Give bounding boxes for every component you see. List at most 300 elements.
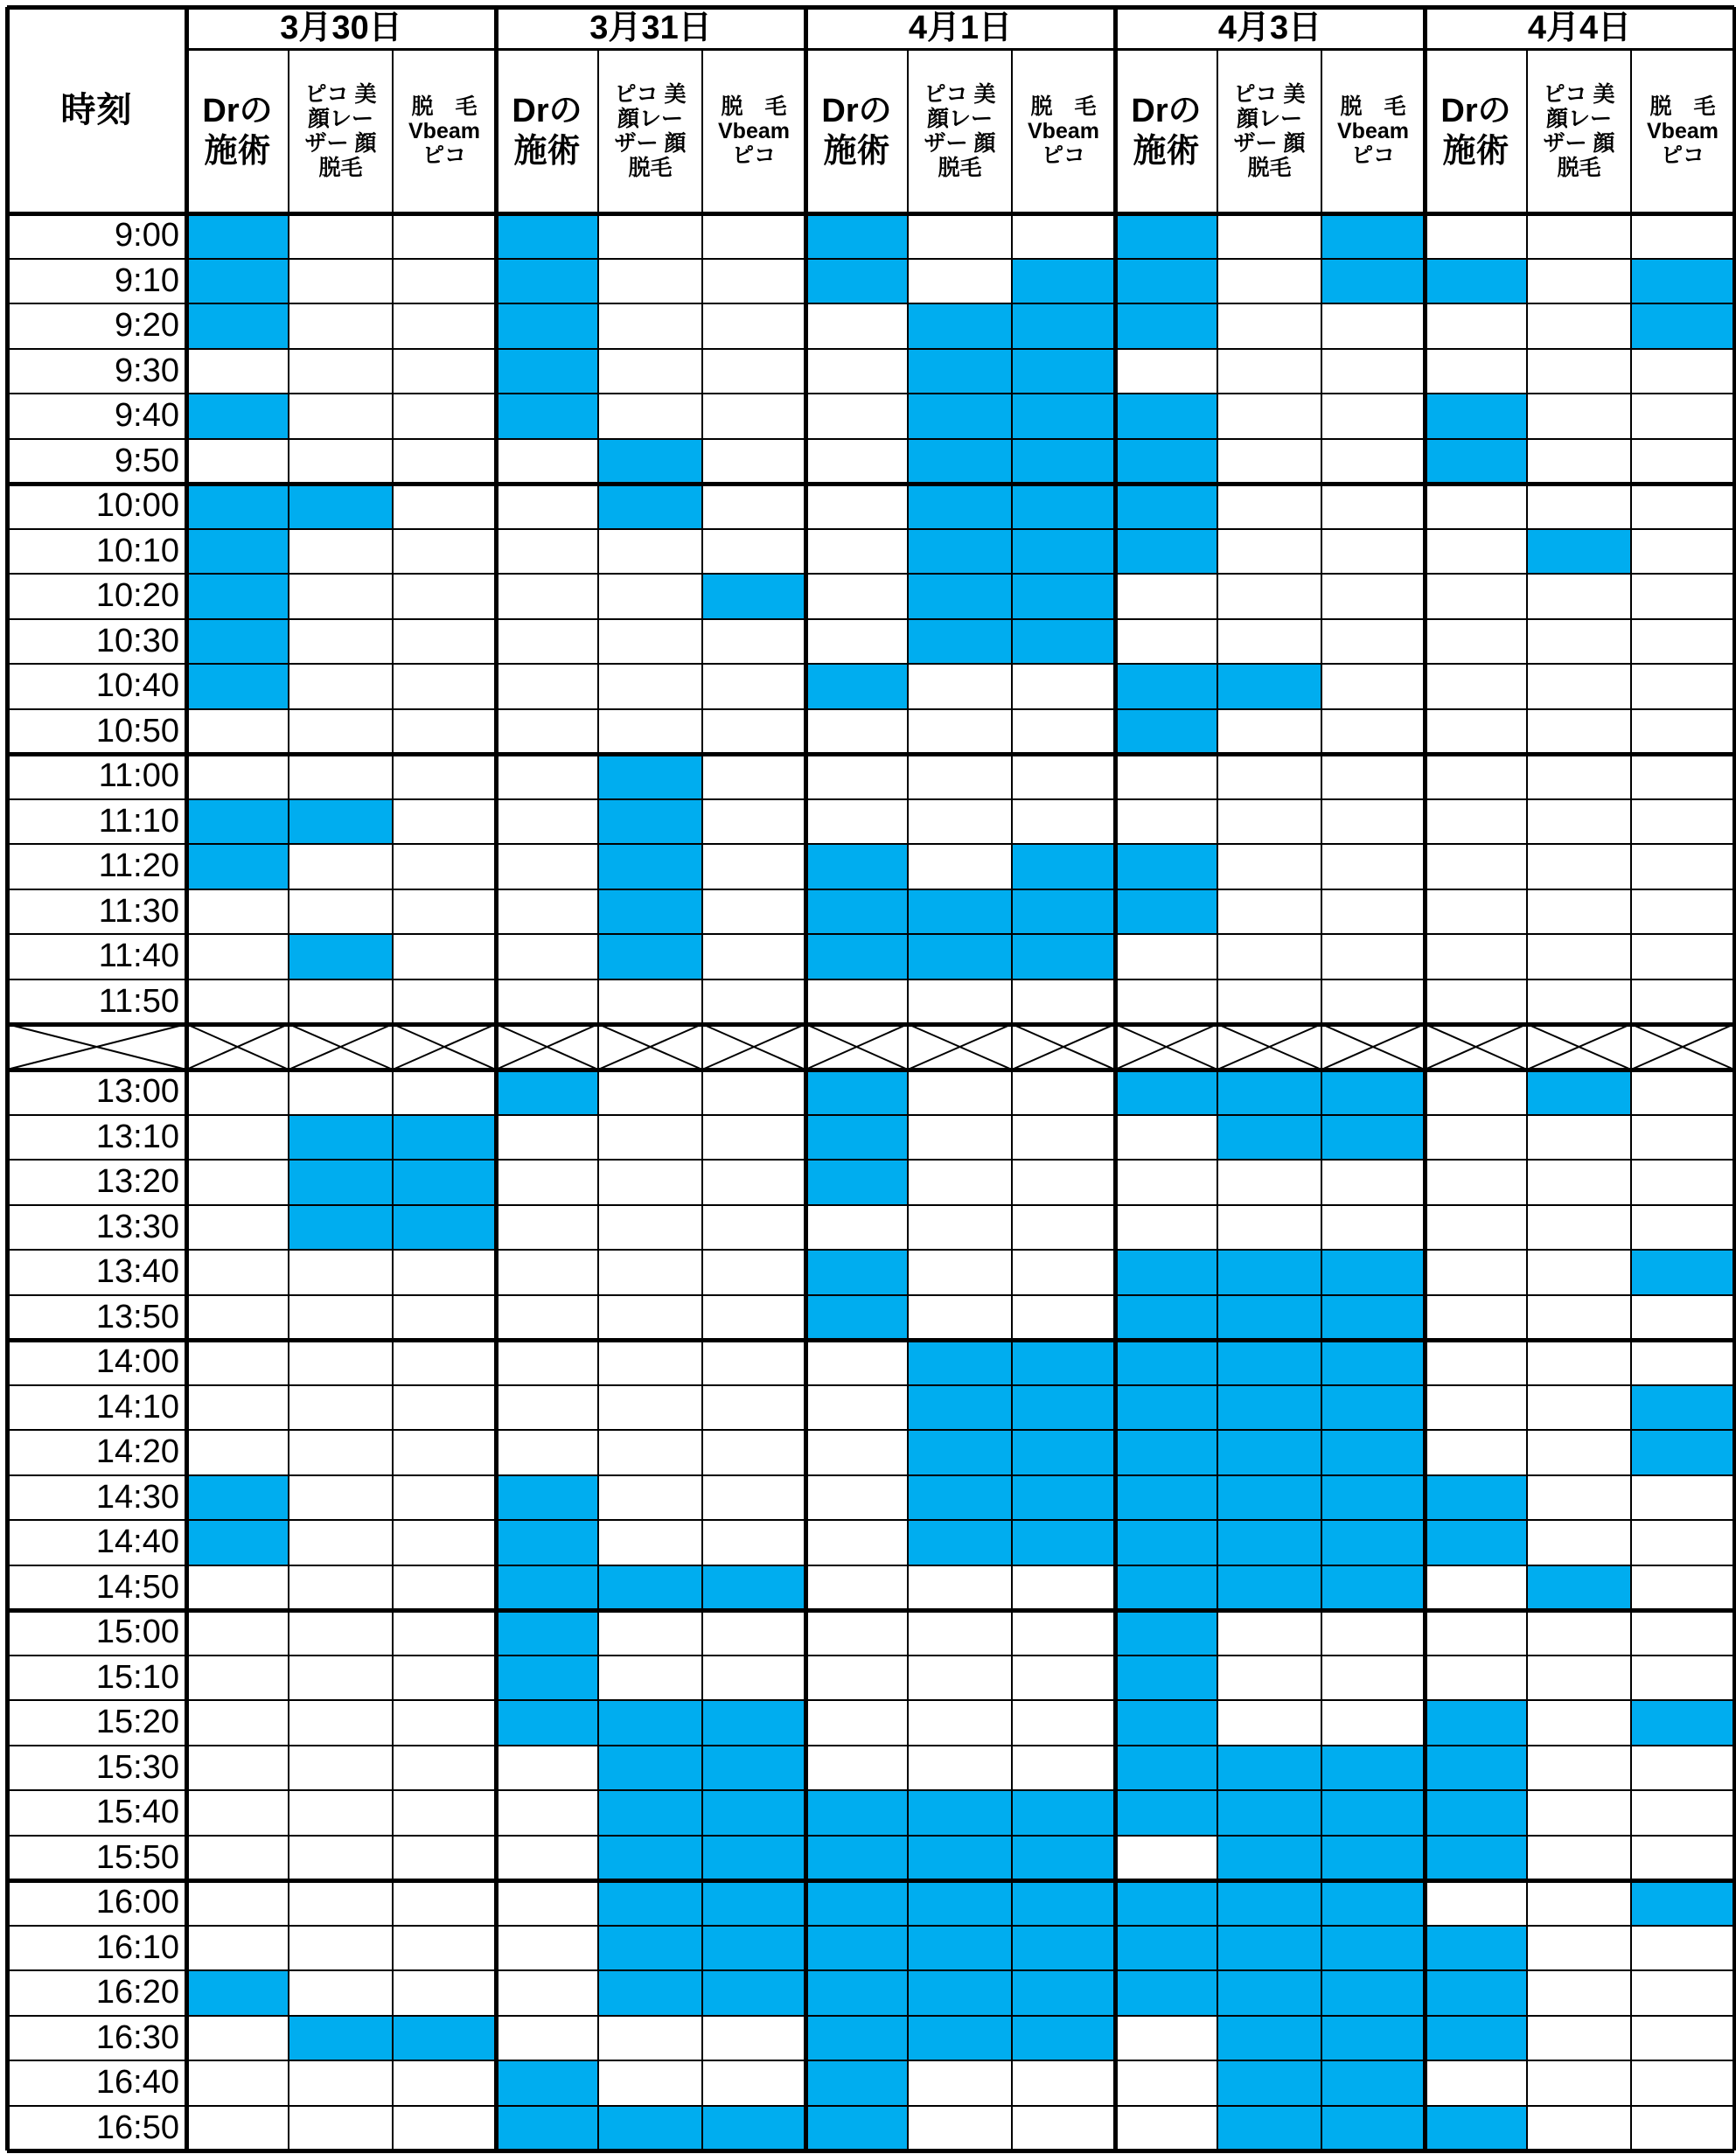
free-slot[interactable] xyxy=(1527,213,1631,259)
free-slot[interactable] xyxy=(1217,259,1321,304)
free-slot[interactable] xyxy=(1321,1656,1425,1701)
free-slot[interactable] xyxy=(908,799,1012,845)
booked-slot[interactable] xyxy=(186,484,289,529)
booked-slot[interactable] xyxy=(598,1700,702,1746)
free-slot[interactable] xyxy=(1321,664,1425,709)
free-slot[interactable] xyxy=(186,889,289,935)
free-slot[interactable] xyxy=(393,619,496,665)
booked-slot[interactable] xyxy=(1115,529,1217,575)
free-slot[interactable] xyxy=(1527,1430,1631,1475)
booked-slot[interactable] xyxy=(289,2016,393,2061)
booked-slot[interactable] xyxy=(496,259,598,304)
free-slot[interactable] xyxy=(393,1700,496,1746)
booked-slot[interactable] xyxy=(1631,1250,1734,1295)
free-slot[interactable] xyxy=(1425,844,1527,889)
free-slot[interactable] xyxy=(496,1746,598,1791)
free-slot[interactable] xyxy=(1012,1205,1115,1251)
booked-slot[interactable] xyxy=(1425,1970,1527,2016)
free-slot[interactable] xyxy=(1217,754,1321,799)
free-slot[interactable] xyxy=(1425,1115,1527,1161)
booked-slot[interactable] xyxy=(598,1565,702,1611)
booked-slot[interactable] xyxy=(598,1970,702,2016)
free-slot[interactable] xyxy=(805,484,908,529)
free-slot[interactable] xyxy=(908,1700,1012,1746)
free-slot[interactable] xyxy=(1217,844,1321,889)
free-slot[interactable] xyxy=(598,979,702,1025)
free-slot[interactable] xyxy=(1527,619,1631,665)
free-slot[interactable] xyxy=(1631,1475,1734,1521)
booked-slot[interactable] xyxy=(805,1926,908,1971)
free-slot[interactable] xyxy=(289,1475,393,1521)
free-slot[interactable] xyxy=(1012,1295,1115,1341)
free-slot[interactable] xyxy=(186,1250,289,1295)
free-slot[interactable] xyxy=(598,1070,702,1115)
free-slot[interactable] xyxy=(186,1836,289,1881)
booked-slot[interactable] xyxy=(1217,1565,1321,1611)
booked-slot[interactable] xyxy=(1012,934,1115,979)
booked-slot[interactable] xyxy=(1425,1475,1527,1521)
booked-slot[interactable] xyxy=(496,394,598,439)
free-slot[interactable] xyxy=(1115,754,1217,799)
free-slot[interactable] xyxy=(1217,574,1321,619)
free-slot[interactable] xyxy=(702,1656,805,1701)
booked-slot[interactable] xyxy=(1012,889,1115,935)
free-slot[interactable] xyxy=(393,1926,496,1971)
free-slot[interactable] xyxy=(702,889,805,935)
free-slot[interactable] xyxy=(598,1656,702,1701)
booked-slot[interactable] xyxy=(1631,303,1734,349)
free-slot[interactable] xyxy=(598,1385,702,1431)
free-slot[interactable] xyxy=(1425,303,1527,349)
free-slot[interactable] xyxy=(1425,709,1527,755)
free-slot[interactable] xyxy=(289,1926,393,1971)
free-slot[interactable] xyxy=(1321,1160,1425,1205)
free-slot[interactable] xyxy=(1425,2060,1527,2106)
booked-slot[interactable] xyxy=(1217,1836,1321,1881)
free-slot[interactable] xyxy=(598,1610,702,1656)
booked-slot[interactable] xyxy=(805,844,908,889)
free-slot[interactable] xyxy=(1631,1205,1734,1251)
free-slot[interactable] xyxy=(1425,1656,1527,1701)
free-slot[interactable] xyxy=(598,1160,702,1205)
free-slot[interactable] xyxy=(1321,844,1425,889)
free-slot[interactable] xyxy=(1012,1610,1115,1656)
booked-slot[interactable] xyxy=(289,799,393,845)
free-slot[interactable] xyxy=(1115,2060,1217,2106)
free-slot[interactable] xyxy=(805,799,908,845)
booked-slot[interactable] xyxy=(598,934,702,979)
free-slot[interactable] xyxy=(1527,1656,1631,1701)
free-slot[interactable] xyxy=(805,1746,908,1791)
free-slot[interactable] xyxy=(1527,1475,1631,1521)
free-slot[interactable] xyxy=(805,1656,908,1701)
booked-slot[interactable] xyxy=(496,1070,598,1115)
free-slot[interactable] xyxy=(1631,1610,1734,1656)
free-slot[interactable] xyxy=(289,1250,393,1295)
free-slot[interactable] xyxy=(496,1250,598,1295)
free-slot[interactable] xyxy=(289,1970,393,2016)
free-slot[interactable] xyxy=(393,1520,496,1565)
free-slot[interactable] xyxy=(289,619,393,665)
free-slot[interactable] xyxy=(1321,349,1425,394)
free-slot[interactable] xyxy=(1425,213,1527,259)
free-slot[interactable] xyxy=(598,2016,702,2061)
free-slot[interactable] xyxy=(1527,889,1631,935)
free-slot[interactable] xyxy=(289,1836,393,1881)
free-slot[interactable] xyxy=(805,574,908,619)
booked-slot[interactable] xyxy=(598,1746,702,1791)
free-slot[interactable] xyxy=(805,979,908,1025)
booked-slot[interactable] xyxy=(1425,439,1527,484)
booked-slot[interactable] xyxy=(1115,484,1217,529)
free-slot[interactable] xyxy=(1321,574,1425,619)
free-slot[interactable] xyxy=(1321,979,1425,1025)
booked-slot[interactable] xyxy=(1527,529,1631,575)
free-slot[interactable] xyxy=(1631,1746,1734,1791)
free-slot[interactable] xyxy=(1115,1205,1217,1251)
free-slot[interactable] xyxy=(702,1610,805,1656)
booked-slot[interactable] xyxy=(496,1565,598,1611)
free-slot[interactable] xyxy=(186,1115,289,1161)
free-slot[interactable] xyxy=(393,484,496,529)
booked-slot[interactable] xyxy=(289,484,393,529)
free-slot[interactable] xyxy=(393,1340,496,1385)
booked-slot[interactable] xyxy=(1115,1880,1217,1926)
free-slot[interactable] xyxy=(598,303,702,349)
free-slot[interactable] xyxy=(1425,1430,1527,1475)
free-slot[interactable] xyxy=(289,1430,393,1475)
booked-slot[interactable] xyxy=(598,1790,702,1836)
booked-slot[interactable] xyxy=(805,934,908,979)
free-slot[interactable] xyxy=(908,259,1012,304)
free-slot[interactable] xyxy=(1217,979,1321,1025)
free-slot[interactable] xyxy=(1012,2106,1115,2151)
booked-slot[interactable] xyxy=(1115,1070,1217,1115)
free-slot[interactable] xyxy=(1012,1700,1115,1746)
free-slot[interactable] xyxy=(289,349,393,394)
free-slot[interactable] xyxy=(289,1070,393,1115)
free-slot[interactable] xyxy=(1321,394,1425,439)
free-slot[interactable] xyxy=(289,529,393,575)
booked-slot[interactable] xyxy=(1115,1656,1217,1701)
booked-slot[interactable] xyxy=(908,1836,1012,1881)
free-slot[interactable] xyxy=(1321,484,1425,529)
free-slot[interactable] xyxy=(186,439,289,484)
free-slot[interactable] xyxy=(702,1340,805,1385)
free-slot[interactable] xyxy=(1631,529,1734,575)
booked-slot[interactable] xyxy=(1217,1790,1321,1836)
booked-slot[interactable] xyxy=(1012,1340,1115,1385)
free-slot[interactable] xyxy=(598,709,702,755)
free-slot[interactable] xyxy=(1217,349,1321,394)
free-slot[interactable] xyxy=(496,709,598,755)
free-slot[interactable] xyxy=(186,1565,289,1611)
free-slot[interactable] xyxy=(1527,259,1631,304)
free-slot[interactable] xyxy=(496,1295,598,1341)
free-slot[interactable] xyxy=(289,1520,393,1565)
booked-slot[interactable] xyxy=(1217,2016,1321,2061)
booked-slot[interactable] xyxy=(1115,303,1217,349)
booked-slot[interactable] xyxy=(1321,213,1425,259)
free-slot[interactable] xyxy=(1527,303,1631,349)
free-slot[interactable] xyxy=(1217,889,1321,935)
free-slot[interactable] xyxy=(1425,934,1527,979)
booked-slot[interactable] xyxy=(1115,1475,1217,1521)
free-slot[interactable] xyxy=(1425,754,1527,799)
free-slot[interactable] xyxy=(393,1610,496,1656)
booked-slot[interactable] xyxy=(908,1880,1012,1926)
booked-slot[interactable] xyxy=(1321,1746,1425,1791)
booked-slot[interactable] xyxy=(1115,1520,1217,1565)
booked-slot[interactable] xyxy=(1217,1385,1321,1431)
booked-slot[interactable] xyxy=(1115,1926,1217,1971)
free-slot[interactable] xyxy=(598,259,702,304)
free-slot[interactable] xyxy=(805,1520,908,1565)
booked-slot[interactable] xyxy=(1115,664,1217,709)
free-slot[interactable] xyxy=(186,934,289,979)
free-slot[interactable] xyxy=(805,439,908,484)
booked-slot[interactable] xyxy=(1321,2016,1425,2061)
free-slot[interactable] xyxy=(1527,1250,1631,1295)
free-slot[interactable] xyxy=(908,2060,1012,2106)
free-slot[interactable] xyxy=(186,1790,289,1836)
free-slot[interactable] xyxy=(496,1970,598,2016)
free-slot[interactable] xyxy=(908,1160,1012,1205)
free-slot[interactable] xyxy=(186,979,289,1025)
booked-slot[interactable] xyxy=(1425,1520,1527,1565)
booked-slot[interactable] xyxy=(186,1970,289,2016)
booked-slot[interactable] xyxy=(393,1205,496,1251)
free-slot[interactable] xyxy=(1631,394,1734,439)
free-slot[interactable] xyxy=(702,664,805,709)
free-slot[interactable] xyxy=(1527,664,1631,709)
booked-slot[interactable] xyxy=(1115,1746,1217,1791)
booked-slot[interactable] xyxy=(702,1746,805,1791)
free-slot[interactable] xyxy=(393,1295,496,1341)
booked-slot[interactable] xyxy=(598,484,702,529)
free-slot[interactable] xyxy=(908,754,1012,799)
booked-slot[interactable] xyxy=(908,394,1012,439)
free-slot[interactable] xyxy=(702,1250,805,1295)
free-slot[interactable] xyxy=(1527,1836,1631,1881)
free-slot[interactable] xyxy=(1527,979,1631,1025)
booked-slot[interactable] xyxy=(1425,394,1527,439)
booked-slot[interactable] xyxy=(1527,1565,1631,1611)
free-slot[interactable] xyxy=(496,664,598,709)
free-slot[interactable] xyxy=(496,1836,598,1881)
free-slot[interactable] xyxy=(496,1880,598,1926)
free-slot[interactable] xyxy=(186,1880,289,1926)
free-slot[interactable] xyxy=(1631,1790,1734,1836)
free-slot[interactable] xyxy=(598,1250,702,1295)
free-slot[interactable] xyxy=(393,979,496,1025)
free-slot[interactable] xyxy=(1321,754,1425,799)
booked-slot[interactable] xyxy=(496,349,598,394)
free-slot[interactable] xyxy=(1217,529,1321,575)
booked-slot[interactable] xyxy=(1115,1385,1217,1431)
booked-slot[interactable] xyxy=(1217,1340,1321,1385)
booked-slot[interactable] xyxy=(186,664,289,709)
free-slot[interactable] xyxy=(496,1160,598,1205)
free-slot[interactable] xyxy=(598,1430,702,1475)
booked-slot[interactable] xyxy=(1012,2016,1115,2061)
free-slot[interactable] xyxy=(1527,1295,1631,1341)
free-slot[interactable] xyxy=(702,1070,805,1115)
booked-slot[interactable] xyxy=(805,2060,908,2106)
free-slot[interactable] xyxy=(702,303,805,349)
free-slot[interactable] xyxy=(186,1340,289,1385)
booked-slot[interactable] xyxy=(1115,1790,1217,1836)
free-slot[interactable] xyxy=(1527,1926,1631,1971)
free-slot[interactable] xyxy=(1217,213,1321,259)
free-slot[interactable] xyxy=(186,1656,289,1701)
booked-slot[interactable] xyxy=(1425,2016,1527,2061)
free-slot[interactable] xyxy=(1012,1115,1115,1161)
free-slot[interactable] xyxy=(1012,1746,1115,1791)
free-slot[interactable] xyxy=(1012,709,1115,755)
booked-slot[interactable] xyxy=(702,1970,805,2016)
free-slot[interactable] xyxy=(598,1115,702,1161)
booked-slot[interactable] xyxy=(1217,2106,1321,2151)
free-slot[interactable] xyxy=(496,844,598,889)
free-slot[interactable] xyxy=(1631,2060,1734,2106)
free-slot[interactable] xyxy=(702,1115,805,1161)
booked-slot[interactable] xyxy=(289,934,393,979)
free-slot[interactable] xyxy=(1527,1115,1631,1161)
free-slot[interactable] xyxy=(908,1565,1012,1611)
booked-slot[interactable] xyxy=(1217,1926,1321,1971)
booked-slot[interactable] xyxy=(1321,1385,1425,1431)
free-slot[interactable] xyxy=(1425,529,1527,575)
booked-slot[interactable] xyxy=(289,1205,393,1251)
free-slot[interactable] xyxy=(908,844,1012,889)
free-slot[interactable] xyxy=(805,1385,908,1431)
booked-slot[interactable] xyxy=(702,1565,805,1611)
free-slot[interactable] xyxy=(908,1250,1012,1295)
booked-slot[interactable] xyxy=(1425,1746,1527,1791)
free-slot[interactable] xyxy=(1217,1656,1321,1701)
free-slot[interactable] xyxy=(1631,709,1734,755)
booked-slot[interactable] xyxy=(1012,574,1115,619)
free-slot[interactable] xyxy=(1115,619,1217,665)
free-slot[interactable] xyxy=(1425,1295,1527,1341)
booked-slot[interactable] xyxy=(908,1790,1012,1836)
free-slot[interactable] xyxy=(1321,1205,1425,1251)
booked-slot[interactable] xyxy=(1321,1115,1425,1161)
free-slot[interactable] xyxy=(1217,799,1321,845)
free-slot[interactable] xyxy=(1425,1205,1527,1251)
booked-slot[interactable] xyxy=(598,754,702,799)
booked-slot[interactable] xyxy=(1217,1250,1321,1295)
free-slot[interactable] xyxy=(1527,2060,1631,2106)
booked-slot[interactable] xyxy=(598,2106,702,2151)
free-slot[interactable] xyxy=(1631,1160,1734,1205)
free-slot[interactable] xyxy=(805,1565,908,1611)
booked-slot[interactable] xyxy=(1425,2106,1527,2151)
free-slot[interactable] xyxy=(702,1160,805,1205)
booked-slot[interactable] xyxy=(1115,394,1217,439)
free-slot[interactable] xyxy=(496,1430,598,1475)
booked-slot[interactable] xyxy=(1115,844,1217,889)
booked-slot[interactable] xyxy=(1012,1970,1115,2016)
free-slot[interactable] xyxy=(186,1160,289,1205)
free-slot[interactable] xyxy=(702,754,805,799)
booked-slot[interactable] xyxy=(908,349,1012,394)
free-slot[interactable] xyxy=(496,1340,598,1385)
free-slot[interactable] xyxy=(1321,303,1425,349)
free-slot[interactable] xyxy=(1527,1205,1631,1251)
free-slot[interactable] xyxy=(908,979,1012,1025)
free-slot[interactable] xyxy=(702,2060,805,2106)
free-slot[interactable] xyxy=(1527,1880,1631,1926)
free-slot[interactable] xyxy=(1631,2106,1734,2151)
booked-slot[interactable] xyxy=(289,1160,393,1205)
free-slot[interactable] xyxy=(496,529,598,575)
free-slot[interactable] xyxy=(598,1295,702,1341)
booked-slot[interactable] xyxy=(702,1836,805,1881)
free-slot[interactable] xyxy=(805,1430,908,1475)
free-slot[interactable] xyxy=(393,889,496,935)
free-slot[interactable] xyxy=(186,1700,289,1746)
booked-slot[interactable] xyxy=(908,1430,1012,1475)
free-slot[interactable] xyxy=(1425,1880,1527,1926)
booked-slot[interactable] xyxy=(1321,2060,1425,2106)
booked-slot[interactable] xyxy=(1321,1970,1425,2016)
free-slot[interactable] xyxy=(1115,2016,1217,2061)
booked-slot[interactable] xyxy=(1012,1385,1115,1431)
free-slot[interactable] xyxy=(393,213,496,259)
free-slot[interactable] xyxy=(393,574,496,619)
free-slot[interactable] xyxy=(1527,1790,1631,1836)
free-slot[interactable] xyxy=(1115,1115,1217,1161)
free-slot[interactable] xyxy=(1631,484,1734,529)
free-slot[interactable] xyxy=(1321,889,1425,935)
free-slot[interactable] xyxy=(1115,1836,1217,1881)
free-slot[interactable] xyxy=(393,1250,496,1295)
free-slot[interactable] xyxy=(393,934,496,979)
free-slot[interactable] xyxy=(186,2016,289,2061)
free-slot[interactable] xyxy=(289,439,393,484)
free-slot[interactable] xyxy=(393,1070,496,1115)
booked-slot[interactable] xyxy=(598,889,702,935)
free-slot[interactable] xyxy=(908,1610,1012,1656)
free-slot[interactable] xyxy=(496,1926,598,1971)
booked-slot[interactable] xyxy=(1012,1520,1115,1565)
free-slot[interactable] xyxy=(186,1610,289,1656)
free-slot[interactable] xyxy=(1425,1250,1527,1295)
booked-slot[interactable] xyxy=(1012,619,1115,665)
free-slot[interactable] xyxy=(393,1385,496,1431)
free-slot[interactable] xyxy=(598,394,702,439)
free-slot[interactable] xyxy=(1217,1160,1321,1205)
free-slot[interactable] xyxy=(1527,1700,1631,1746)
free-slot[interactable] xyxy=(1631,1926,1734,1971)
free-slot[interactable] xyxy=(1217,484,1321,529)
free-slot[interactable] xyxy=(908,1656,1012,1701)
booked-slot[interactable] xyxy=(1217,664,1321,709)
booked-slot[interactable] xyxy=(186,529,289,575)
free-slot[interactable] xyxy=(496,439,598,484)
free-slot[interactable] xyxy=(1425,889,1527,935)
free-slot[interactable] xyxy=(289,844,393,889)
free-slot[interactable] xyxy=(598,664,702,709)
booked-slot[interactable] xyxy=(908,439,1012,484)
free-slot[interactable] xyxy=(598,1475,702,1521)
free-slot[interactable] xyxy=(393,709,496,755)
booked-slot[interactable] xyxy=(908,934,1012,979)
booked-slot[interactable] xyxy=(1217,1746,1321,1791)
free-slot[interactable] xyxy=(1012,2060,1115,2106)
